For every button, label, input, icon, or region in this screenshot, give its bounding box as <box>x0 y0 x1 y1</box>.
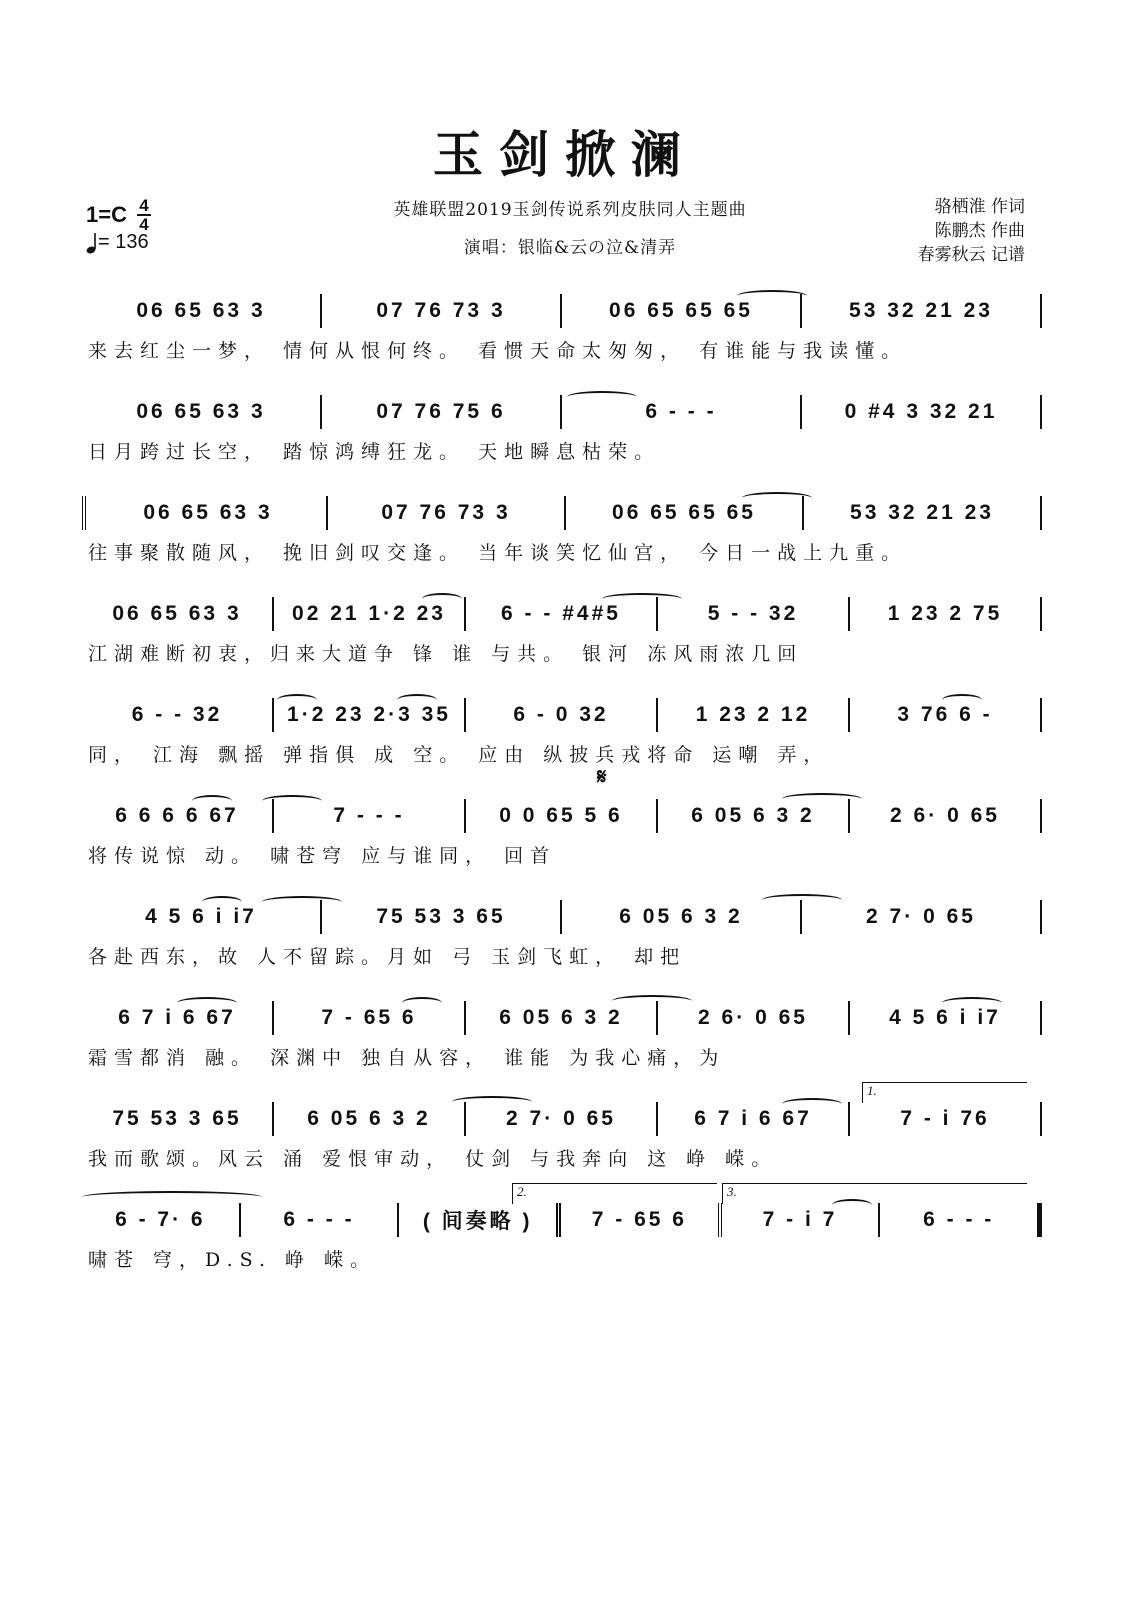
measure: 2 6· 0 65 <box>658 1001 850 1035</box>
measure: 75 53 3 65 <box>82 1102 274 1136</box>
measure: 6 - - - <box>241 1203 400 1237</box>
measure: ( 间奏略 ) <box>399 1203 561 1237</box>
measure: 3 76 6 - <box>850 698 1042 732</box>
measure: 7 - i 7 <box>722 1203 881 1237</box>
measure: 5 - - 32 <box>658 597 850 631</box>
key-label: 1=C <box>86 202 127 227</box>
transcriber-credit: 春雾秋云 记谱 <box>917 245 1025 265</box>
song-title: 玉剑掀澜 <box>433 125 697 184</box>
lyrics-line: 将传说惊 动。 啸苍穹 应与谁同， 回首 <box>88 845 557 867</box>
measure: 6 7 i 6 67 <box>658 1102 850 1136</box>
score-system <box>82 1083 1042 1197</box>
lyrics-line: 往事聚散随风， 挽旧剑叹交逢。 当年谈笑忆仙宫， 今日一战上九重。 <box>88 542 908 564</box>
score-system <box>82 692 1042 793</box>
score-system <box>82 995 1042 1096</box>
composer-credit: 陈鹏杰 作曲 <box>934 221 1025 241</box>
measure: 1·2 23 2·3 35 <box>274 698 466 732</box>
measure: 1 23 2 75 <box>850 597 1042 631</box>
tempo-value: = 136 <box>98 231 149 253</box>
measure: 1 23 2 12 <box>658 698 850 732</box>
score-system <box>82 389 1042 490</box>
volta-first-ending: 1. <box>862 1082 1027 1103</box>
measure: 7 - i 76 <box>850 1102 1042 1136</box>
measure: 6 - 7· 6 <box>82 1203 241 1237</box>
tempo-marking <box>86 231 149 254</box>
score-system <box>82 894 1042 995</box>
measure: 2 6· 0 65 <box>850 799 1042 833</box>
lyricist-credit: 骆栖淮 作词 <box>934 197 1025 217</box>
measure: 53 32 21 23 <box>802 294 1042 328</box>
segno-sign: 𝄋 <box>597 765 607 790</box>
measure: 6 - - #4#5 <box>466 597 658 631</box>
measure: 6 - - - <box>880 1203 1042 1237</box>
lyrics-line: 日月跨过长空， 踏惊鸿缚狂龙。 天地瞬息枯荣。 <box>88 441 661 463</box>
quarter-note-icon <box>86 232 98 254</box>
measure: 06 65 63 3 <box>82 597 274 631</box>
volta-second-ending: 2. <box>512 1183 717 1204</box>
measure: 0 #4 3 32 21 <box>802 395 1042 429</box>
measure: 06 65 65 65 <box>562 294 802 328</box>
measure: 07 76 73 3 <box>328 496 566 530</box>
time-signature-bottom: 4 <box>139 215 149 234</box>
credits <box>918 195 1025 267</box>
measure: 6 - - 32 <box>82 698 274 732</box>
score-system <box>82 288 1042 389</box>
measure: 4 5 6 i i7 <box>850 1001 1042 1035</box>
measure: 06 65 65 65 <box>566 496 804 530</box>
measure: 07 76 73 3 <box>322 294 562 328</box>
measure: 6 6 6 6 67 <box>82 799 274 833</box>
measure: 6 - 0 32 <box>466 698 658 732</box>
measure: 06 65 63 3 <box>82 496 328 530</box>
lyrics-line: 啸苍 穹，D.S. 峥 嵘。 <box>88 1249 377 1271</box>
lyrics-line: 江湖难断初衷，归来大道争 锋 谁 与共。 银河 冻风雨浓几回 <box>88 643 804 665</box>
score-system <box>82 1184 1042 1298</box>
subtitle: 英雄联盟2019玉剑传说系列皮肤同人主题曲 <box>393 200 747 220</box>
score-system <box>82 765 1042 894</box>
time-signature <box>137 198 151 232</box>
measure: 6 05 6 3 2 <box>274 1102 466 1136</box>
measure: 7 - - - <box>274 799 466 833</box>
lyrics-line: 各赴西东，故 人不留踪。月如 弓 玉剑飞虹， 却把 <box>88 946 687 968</box>
measure: 4 5 6 i i7 <box>82 900 322 934</box>
singers: 演唱：银临&云の泣&清弄 <box>463 238 677 258</box>
measure: 6 05 6 3 2 <box>658 799 850 833</box>
key-signature <box>86 198 151 232</box>
measure: 6 05 6 3 2 <box>562 900 802 934</box>
time-signature-top: 4 <box>139 196 149 215</box>
measure: 07 76 75 6 <box>322 395 562 429</box>
measure: 7 - 65 6 <box>274 1001 466 1035</box>
measure: 2 7· 0 65 <box>466 1102 658 1136</box>
lyrics-line: 霜雪都消 融。 深渊中 独自从容， 谁能 为我心痛，为 <box>88 1047 726 1069</box>
measure: 6 7 i 6 67 <box>82 1001 274 1035</box>
lyrics-line: 同， 江海 飘摇 弹指俱 成 空。 应由 纵披兵戎将命 运嘲 弄， <box>88 744 830 766</box>
measure: 75 53 3 65 <box>322 900 562 934</box>
measure: 2 7· 0 65 <box>802 900 1042 934</box>
measure: 02 21 1·2 23 <box>274 597 466 631</box>
lyrics-line: 我而歌颂。风云 涌 爱恨审动， 仗剑 与我奔向 这 峥 嵘。 <box>88 1148 778 1170</box>
score-system <box>82 591 1042 692</box>
volta-third-ending: 3. <box>722 1183 1027 1204</box>
measure: 06 65 63 3 <box>82 395 322 429</box>
measure: 06 65 63 3 <box>82 294 322 328</box>
measure: 0 0 65 5 6 <box>466 799 658 833</box>
measure: 7 - 65 6 <box>561 1203 722 1237</box>
measure: 6 05 6 3 2 <box>466 1001 658 1035</box>
score-system <box>82 490 1042 591</box>
lyrics-line: 来去红尘一梦， 情何从恨何终。 看惯天命太匆匆， 有谁能与我读懂。 <box>88 340 908 362</box>
measure: 6 - - - <box>562 395 802 429</box>
measure: 53 32 21 23 <box>804 496 1042 530</box>
score <box>82 288 1042 1298</box>
